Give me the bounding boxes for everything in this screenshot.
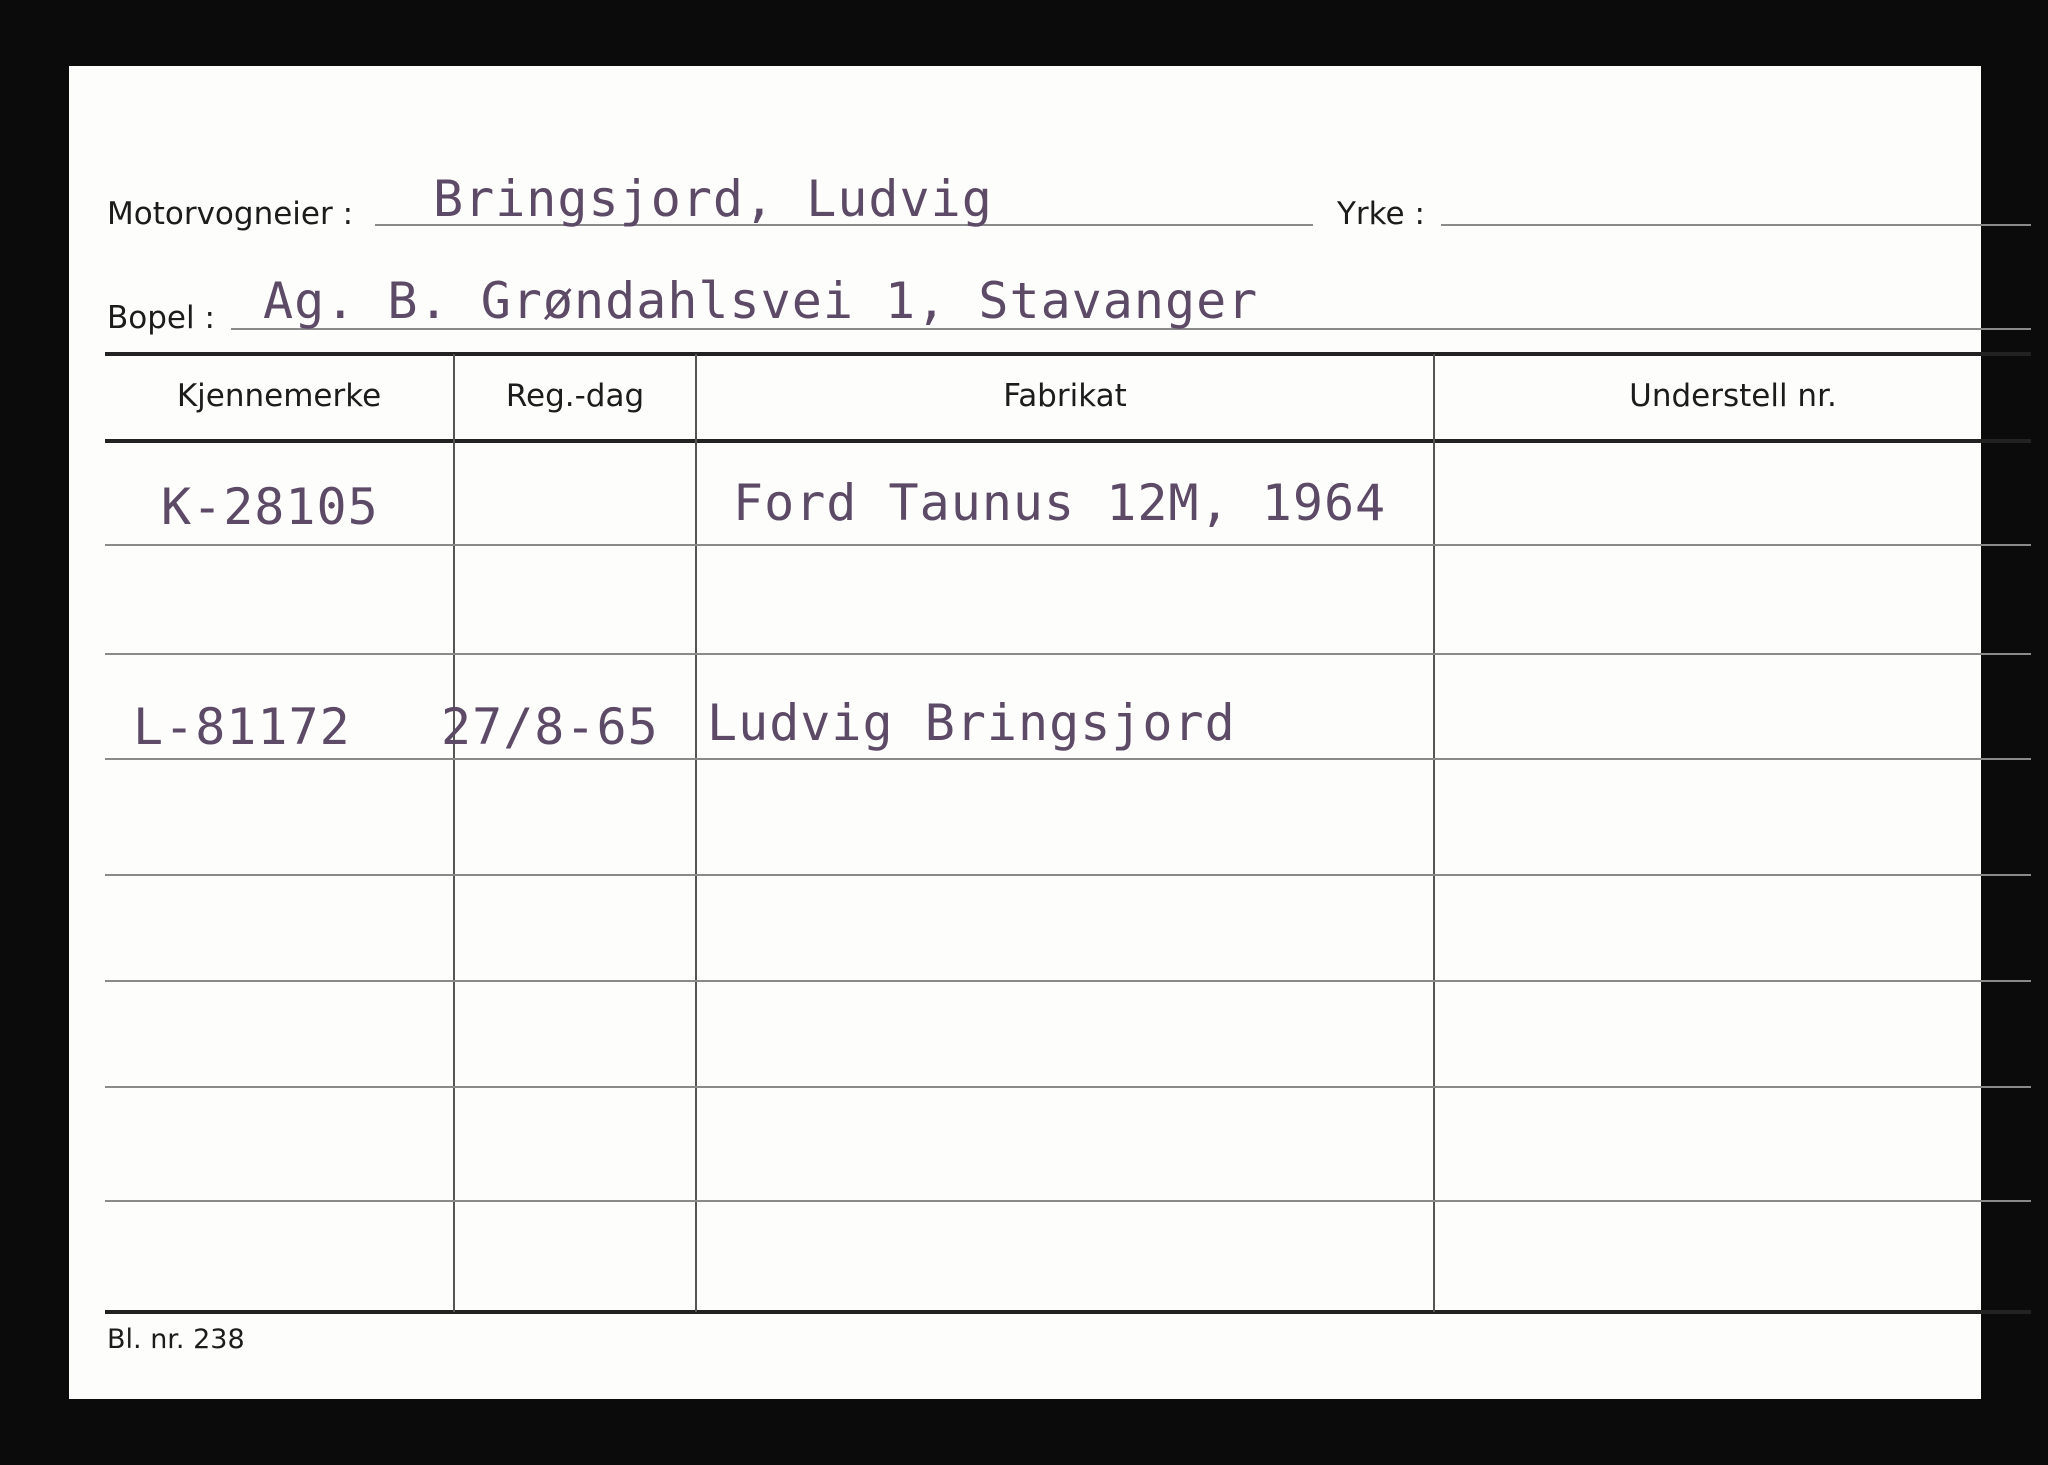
column-divider-3 <box>1433 354 1435 1312</box>
column-divider-1 <box>453 354 455 1312</box>
occupation-underline <box>1441 224 2031 226</box>
column-header-understell: Understell nr. <box>1629 378 1837 414</box>
table-bottom-rule <box>105 1310 2031 1314</box>
row-separator <box>105 1200 2031 1202</box>
address-label: Bopel : <box>107 300 215 336</box>
row-separator <box>105 1086 2031 1088</box>
header-bottom-rule <box>105 439 2031 443</box>
form-number: Bl. nr. 238 <box>107 1324 245 1355</box>
row-separator <box>105 653 2031 655</box>
column-header-fabrikat: Fabrikat <box>1003 378 1127 414</box>
owner-value: Bringsjord, Ludvig <box>433 170 993 228</box>
row-3-fabrikat: Ludvig Bringsjord <box>707 694 1236 752</box>
column-divider-2 <box>695 354 697 1312</box>
row-3-kjennemerke: L-81172 <box>133 698 351 756</box>
row-separator <box>105 544 2031 546</box>
row-3-reg-dag: 27/8-65 <box>441 698 659 756</box>
row-1-kjennemerke: K-28105 <box>161 478 379 536</box>
owner-label: Motorvogneier : <box>107 196 354 232</box>
column-header-reg-dag: Reg.-dag <box>505 378 645 414</box>
column-header-kjennemerke: Kjennemerke <box>176 378 382 414</box>
occupation-label: Yrke : <box>1337 196 1425 232</box>
table-top-rule <box>105 352 2031 356</box>
registration-card <box>69 66 1981 1399</box>
address-value: Ag. B. Grøndahlsvei 1, Stavanger <box>263 272 1259 330</box>
row-separator <box>105 874 2031 876</box>
row-separator <box>105 758 2031 760</box>
row-1-fabrikat: Ford Taunus 12M, 1964 <box>733 474 1387 532</box>
row-separator <box>105 980 2031 982</box>
